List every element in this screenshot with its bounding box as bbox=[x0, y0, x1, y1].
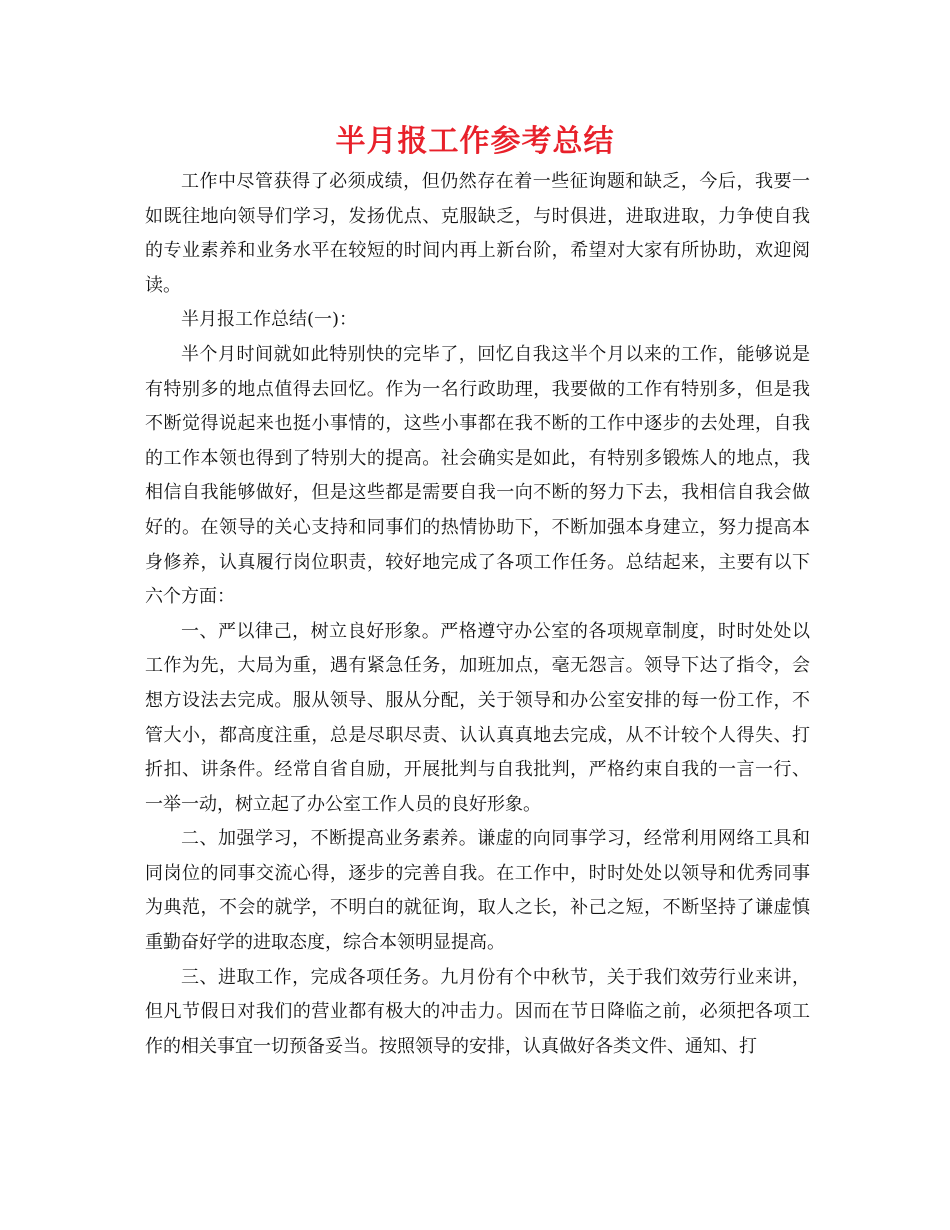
paragraph-point-three: 三、进取工作，完成各项任务。九月份有个中秋节，关于我们效劳行业来讲，但凡节假日对我们的营业都有极大的冲击力。因而在节日降临之前，必须把各项工作的相关事宜一切预备妥当。按照领导的安排，认真做好各类文件、通知、打 bbox=[145, 966, 810, 1057]
document-body bbox=[145, 165, 810, 1064]
paragraph-point-two: 二、加强学习，不断提高业务素养。谦虚的向同事学习，经常利用网络工具和同岗位的同事交流心得，逐步的完善自我。在工作中，时时处处以领导和优秀同事为典范，不会的就学，不明白的就征询，取人之长，补己之短，不断坚持了谦虚慎重勤奋好学的进取态度，综合本领明显提高。 bbox=[145, 828, 810, 954]
paragraph-point-one: 一、严以律己，树立良好形象。严格遵守办公室的各项规章制度，时时处处以工作为先，大局为重，遇有紧急任务，加班加点，毫无怨言。领导下达了指令，会想方设法去完成。服从领导、服从分配，关于领导和办公室安排的每一份工作，不管大小，都高度注重，总是尽职尽责、认认真真地去完成，从不计较个人得失、打折扣、讲条件。经常自省自励，开展批判与自我批判，严格约束自我的一言一行、一举一动，树立起了办公室工作人员的良好形象。 bbox=[145, 620, 810, 815]
paragraph-section-heading: 半月报工作总结(一)： bbox=[181, 309, 358, 331]
paragraph-intro: 工作中尽管获得了必须成绩，但仍然存在着一些征询题和缺乏，今后，我要一如既往地向领导们学习，发扬优点、克服缺乏，与时俱进，进取进取，力争使自我的专业素养和业务水平在较短的时间内再上新台阶，希望对大家有所协助，欢迎阅读。 bbox=[145, 171, 810, 296]
paragraph-overview: 半个月时间就如此特别快的完毕了，回忆自我这半个月以来的工作，能够说是有特别多的地点值得去回忆。作为一名行政助理，我要做的工作有特别多，但是我不断觉得说起来也挺小事情的，这些小事都在我不断的工作中逐步的去处理，自我的工作本领也得到了特别大的提高。社会确实是如此，有特别多锻炼人的地点，我相信自我能够做好，但是这些都是需要自我一向不断的努力下去，我相信自我会做好的。在领导的关心支持和同事们的热情协助下，不断加强本身建立，努力提高本身修养，认真履行岗位职责，较好地完成了各项工作任务。总结起来，主要有以下六个方面： bbox=[145, 343, 810, 608]
document-title: 半月报工作参考总结 bbox=[335, 124, 615, 159]
